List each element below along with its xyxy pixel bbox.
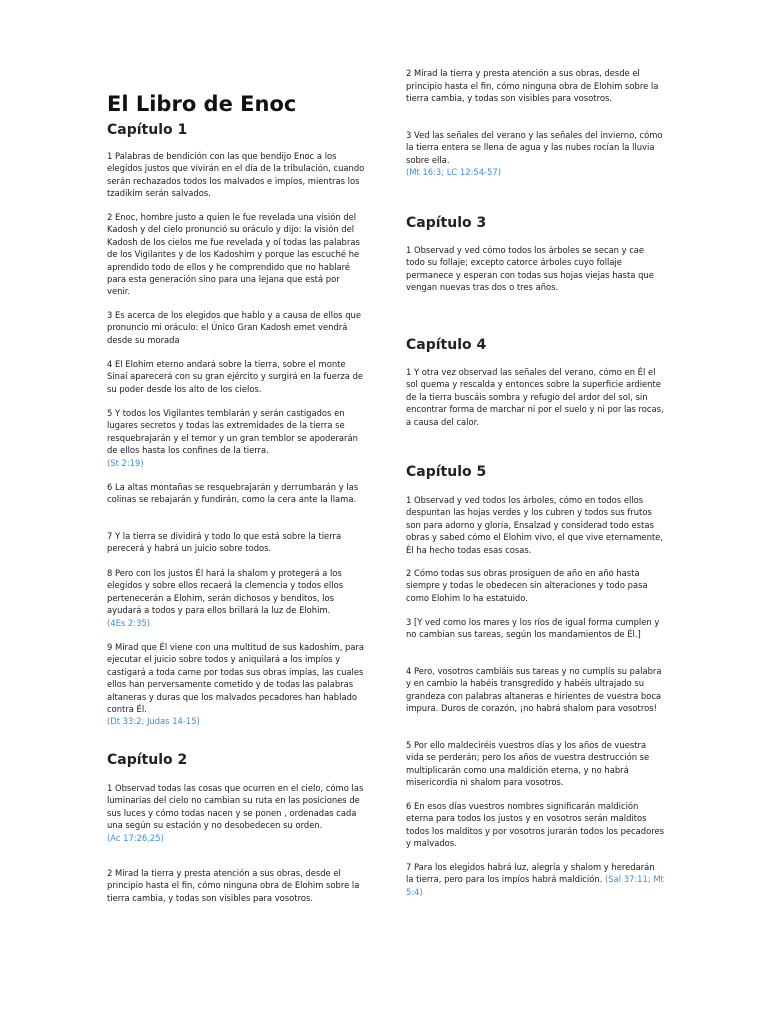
chapter-5-verse-1: 1 Observad y ved todos los árboles, cómo en todos ellos despuntan las hojas verdes y los cubren y todos sus frutos son para adorno y gloria, Ensalzad y considerad todo estas obras y sabed cómo el Elohim vivo, el que vive eternamente, Él ha hecho todas esas cosas. (406, 495, 663, 555)
chapter-3-heading: Capítulo 3 (406, 215, 487, 231)
verse-text: 7 Para los elegidos habrá luz, alegría y shalom y heredarán la tierra, pero para los impíos habrá maldición. (406, 862, 655, 885)
verse-reference-link[interactable]: (Dt 33:2; Judas 14-15) (107, 716, 200, 727)
chapter-5-heading: Capítulo 5 (406, 464, 487, 480)
chapter-2-verse-2: 2 Mirad la tierra y presta atención a sus obras, desde el principio hasta el fin, cómo ninguna obra de Elohim sobre la tierra cambia, y todas son visibles para vosotros. (107, 868, 360, 903)
chapter-5-verse-4: 4 Pero, vosotros cambiáis sus tareas y no cumplís su palabra y en cambio la habéis transgredido y habéis ultrajado su grandeza con palabras altaneras e hirientes de vuestra boca impura. Duros de corazón, ¡no habrá shalom para vosotros! (406, 666, 662, 714)
chapter-5-verse-6: 6 En esos días vuestros nombres significarán maldición eterna para todos los justos y en vosotros serán malditos todos los malditos y por vosotros jurarán todos los pecadores y malvados. (406, 801, 664, 849)
verse-text: 8 Pero con los justos Él hará la shalom y protegerá a los elegidos y sobre ellos recaerá la clemencia y todos ellos pertenecerán a Elohim, serán dichosos y benditos, los ayudará a todos y para ellos brillará la luz de Elohim. (107, 568, 344, 616)
chapter-1-verse-1: 1 Palabras de bendición con las que bendijo Enoc a los elegidos justos que vivirán en el día de la tribulación, cuando serán rechazados todos los malvados e impíos, mientras los tzadikim serán salvados. (107, 151, 365, 199)
chapter-2-heading: Capítulo 2 (107, 752, 188, 768)
chapter-5-verse-7 (406, 861, 664, 898)
verse-text: 1 Observad todas las cosas que ocurren en el cielo, cómo las luminarias del cielo no cambian su ruta en las posiciones de sus luces y cómo todas nacen y se ponen , ordenadas cada una según su estación y no desobedecen su orden. (107, 783, 364, 831)
chapter-4-heading: Capítulo 4 (406, 337, 487, 353)
verse-text: 5 Y todos los Vigilantes temblarán y serán castigados en lugares secretos y todas las extremidades de la tierra se resquebrajarán y el temor y un gran temblor se apoderarán de ellos hasta los confines de la tierra. (107, 408, 358, 456)
chapter-2-verse-1 (107, 782, 365, 844)
chapter-1-verse-5 (107, 407, 365, 469)
document-title: El Libro de Enoc (107, 92, 297, 116)
verse-reference-link[interactable]: (Sal 37:11; Mt 5:4) (406, 874, 664, 897)
chapter-1-heading: Capítulo 1 (107, 122, 188, 138)
verse-text: 3 Ved las señales del verano y las señales del invierno, cómo la tierra entera se llena de agua y las nubes rocían la lluvia sobre ella. (406, 130, 663, 165)
chapter-5-verse-5: 5 Por ello maldeciréis vuestros días y los años de vuestra vida se perderán; pero los años de vuestra destrucción se multiplicarán como una maldición eterna, y no habrá misericordia ni shalom para vosotros. (406, 740, 650, 788)
chapter-1-verse-3: 3 Es acerca de los elegidos que hablo y a causa de ellos que pronuncio mi oráculo: el Único Gran Kadosh emet vendrá desde su morada (107, 310, 361, 345)
chapter-4-verse-1: 1 Y otra vez observad las señales del verano, cómo en Él el sol quema y rescalda y entonces sobre la superficie ardiente de la tierra buscáis sombra y refugio del ardor del sol, sin encontrar forma de marchar ni por el suelo y ni por las rocas, a causa del calor. (406, 367, 664, 427)
verse-reference-link[interactable]: (Ac 17:26.25) (107, 832, 164, 843)
chapter-1-verse-6: 6 La altas montañas se resquebrajarán y derrumbarán y las colinas se rebajarán y fundirán, como la cera ante la llama. (107, 482, 359, 505)
chapter-1-verse-4: 4 El Elohim eterno andará sobre la tierra, sobre el monte Sinaí aparecerá con su gran ejército y surgirá en la fuerza de su poder desde los alto de los cielos. (107, 359, 364, 394)
chapter-5-verse-3: 3 [Y ved como los mares y los ríos de igual forma cumplen y no cambian sus tareas, según los mandamientos de Él.] (406, 617, 660, 640)
chapter-2-verse-2-continued: 2 Mirad la tierra y presta atención a sus obras, desde el principio hasta el fin, cómo ninguna obra de Elohim sobre la tierra cambia, y todas son visibles para vosotros. (406, 68, 659, 104)
verse-reference-link[interactable]: (St 2:19) (107, 457, 144, 468)
chapter-5-verse-2: 2 Cómo todas sus obras prosiguen de año en año hasta siempre y todas le obedecen sin alteraciones y todo pasa como Elohim lo ha estatuido. (406, 568, 648, 603)
chapter-1-verse-2: 2 Enoc, hombre justo a quien le fue revelada una visión del Kadosh y del cielo pronunció su oráculo y dijo: la visión del Kadosh de los cielos me fue revelada y oí todas las palabras de los Vigilantes y de los Kadoshim y porque las escuché he aprendido todo de ellos y he comprendido que no hablaré para esta generación sino para una lejana que está por venir. (107, 212, 360, 297)
chapter-2-verse-3 (406, 129, 664, 179)
chapter-3-verse-1: 1 Observad y ved cómo todos los árboles se secan y cae todo su follaje; excepto catorce árboles cuyo follaje permanece y esperan con todas sus hojas viejas hasta que vengan nuevas tras dos o tres años. (406, 245, 654, 293)
verse-reference-link[interactable]: (4Es 2:35) (107, 617, 150, 628)
verse-text: 9 Mirad que Él viene con una multitud de sus kadoshim, para ejecutar el juicio sobre todos y aniquilará a los impíos y castigará a toda carne por todas sus obras impías, las cuales ellos han perversamente cometido y de todas las palabras altaneras y duras que los malvados pecadores han hablado contra Él. (107, 642, 365, 715)
chapter-2-verse-2-continued-clip (406, 68, 664, 117)
verse-reference-link[interactable]: (Mt 16:3; LC 12:54-57) (406, 167, 501, 178)
chapter-1-verse-8 (107, 567, 365, 629)
chapter-1-verse-9 (107, 641, 365, 728)
chapter-1-verse-7: 7 Y la tierra se dividirá y todo lo que está sobre la tierra perecerá y habrá un juicio sobre todos. (107, 531, 342, 554)
